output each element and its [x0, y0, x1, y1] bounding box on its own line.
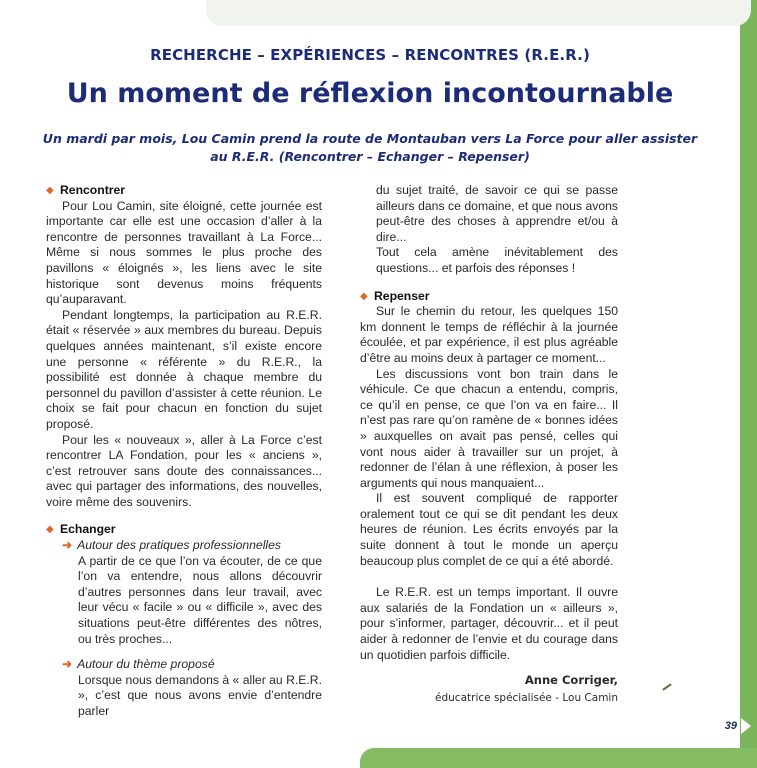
green-bottom-band	[360, 748, 757, 768]
subsection-title: Autour des pratiques professionnelles	[77, 538, 281, 553]
diamond-bullet-icon: ◆	[46, 524, 54, 536]
subsection-title: Autour du thème proposé	[77, 657, 215, 672]
paragraph: Sur le chemin du retour, les quelques 150 km donnent le temps de réfléchir à la journée écoulée, et par expérience, il est plus agréable d’être au moins deux à partager ce moment...	[360, 304, 618, 365]
top-tab-shape	[206, 0, 751, 26]
article-lead: Un mardi par mois, Lou Camin prend la route de Montauban vers La Force pour aller assister au R.E.R. (Rencontrer – Echanger – Repenser)	[42, 131, 698, 164]
left-column	[46, 183, 322, 720]
article-title: Un moment de réflexion incontournable	[66, 78, 674, 109]
spacer	[46, 510, 322, 522]
paragraph: Lorsque nous demandons à « aller au R.E.R. », c’est que nous avons envie d’entendre parler	[78, 672, 322, 718]
right-arrow-icon: ➜	[62, 538, 73, 553]
right-arrow-icon: ➜	[62, 657, 73, 672]
spacer	[360, 277, 618, 289]
paragraph: A partir de ce que l’on va écouter, de ce que l’on va entendre, nous allons découvrir d’autres personnes dans leur travail, avec leur vécu « facile » ou « difficile », avec des situations peut-être différentes des nôtres, ou très proches...	[78, 553, 322, 646]
paragraph: Pour les « nouveaux », aller à La Force c’est rencontrer LA Fondation, pour les « anciens », c’est retrouver sans doute des connaissances... avec qui partager des informations, des nouvelles, voire même des souvenirs.	[46, 432, 322, 509]
signature-name: Anne Corriger,	[524, 673, 618, 688]
section-title: Rencontrer	[60, 183, 126, 197]
spacer	[46, 647, 322, 657]
section-echanger-heading	[46, 522, 322, 538]
paragraph: du sujet traité, de savoir ce qui se passe ailleurs dans ce domaine, et que nous avons peut-être des choses à apprendre et/ou à dire...	[376, 183, 618, 244]
section-title: Echanger	[60, 522, 116, 537]
subsection-heading	[46, 657, 322, 673]
signature-role: éducatrice spécialisée - Lou Camin	[435, 691, 618, 704]
paragraph: Tout cela amène inévitablement des questions... et parfois des réponses !	[376, 245, 618, 275]
paragraph: Le R.E.R. est un temps important. Il ouvre aux salariés de la Fondation un « ailleurs », pour s’informer, partager, découvrir... et il peut aider à redonner de l’envie et du courage dans un quotidien parfois difficile.	[360, 585, 618, 662]
page-number-arrow-icon	[741, 718, 751, 734]
diamond-bullet-icon: ◆	[360, 290, 368, 302]
section-rencontrer-heading	[46, 183, 322, 199]
paragraph: Pendant longtemps, la participation au R.E.R. était « réservée » aux membres du bureau. Depuis quelques années maintenant, s’il existe encore une personne « référente » du R.E.R., la possibilité est donnée à chaque membre du personnel du pavillon d’assister à cette réunion. Le choix se fait pour chacun en fonction du sujet proposé.	[46, 307, 322, 431]
section-repenser-heading	[360, 289, 618, 305]
page-number: 39	[724, 720, 737, 732]
kicker-heading: RECHERCHE – EXPÉRIENCES – RENCONTRES (R.E.R.)	[150, 46, 590, 64]
diamond-bullet-icon: ◆	[46, 185, 54, 196]
paragraph: Pour Lou Camin, site éloigné, cette journée est importante car elle est une occasion d’aller à la rencontre de personnes travaillant à La Force... Même si nous sommes le plus proche des pavillons « éloignés », les liens avec le site historique sont devenus moins fréquents qu’auparavant.	[46, 198, 322, 307]
spacer	[360, 569, 618, 585]
green-side-band	[740, 0, 757, 768]
section-title: Repenser	[374, 288, 430, 303]
subsection-heading	[46, 538, 322, 554]
paragraph: Les discussions vont bon train dans le véhicule. Ce que chacun a entendu, compris, ce qu’il en pense, ce que l’on va en faire... Il n’est pas rare qu’on ramène de « bonnes idées » auxquelles on avait pas pensé, celles qui vont nous aider à travailler sur un projet, à redonner de l’élan à une réflexion, à poser les arguments qui nous manquaient...	[360, 366, 618, 490]
paragraph: Il est souvent compliqué de rapporter oralement tout ce qui se dit pendant les deux heures de réunion. Les écrits envoyés par la suite donnent à tout le monde un aperçu beaucoup plus complet de ce qui a été abordé.	[360, 491, 618, 568]
right-column	[360, 183, 618, 706]
